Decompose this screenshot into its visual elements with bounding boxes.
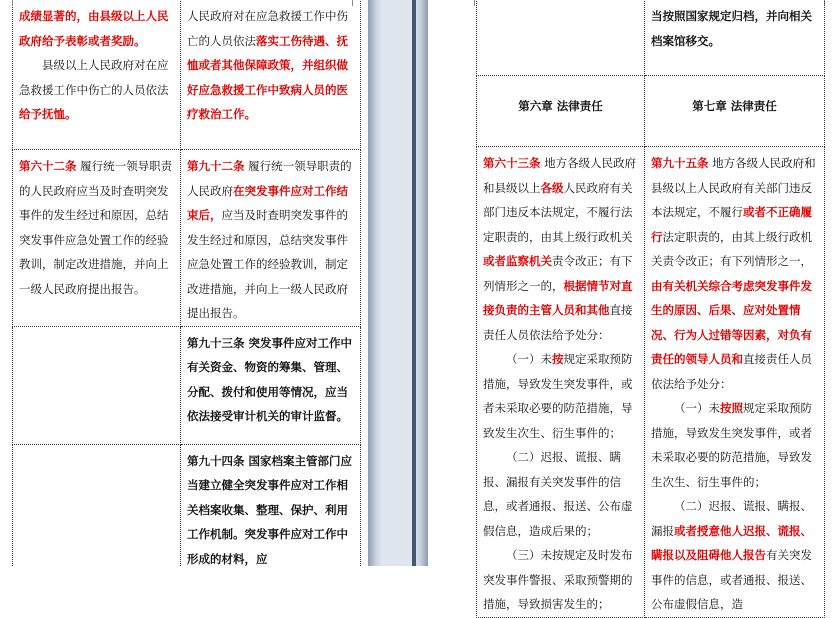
table-cell: 第九十四条 国家档案主管部门应当建立健全突发事件应对工作相关档案收集、整理、保护、利用工作机制。突发事件应对工作中形成的材料，应: [181, 444, 361, 566]
article-number: 第九十二条: [187, 159, 245, 173]
article-number: 第九十五条: [651, 156, 709, 170]
cell-text: 责令改正；有下列情形之一的，: [483, 254, 633, 293]
cell-text: 或者授意他人迟报、谎报、瞒报以及阻碍他人报告: [651, 523, 812, 562]
cell-text: 地方各级人民政府和县级以上人民政府有关部门违反本法规定，不履行: [651, 156, 816, 219]
cell-text: 履行统一领导职责的人民政府: [187, 159, 352, 198]
cell-text: 直接责任人员依法给予处分：: [483, 303, 633, 342]
cell-paragraph: [651, 494, 818, 617]
chapter-heading: 第七章 法律责任: [645, 76, 825, 147]
cell-text: 。: [65, 107, 77, 121]
cell-text: 按照: [720, 401, 743, 415]
cell-paragraph: （二）迟报、谎报、瞒报、漏报有关突发事件的信息，或者通报、报送、公布虚假信息，造成后果的；: [483, 450, 633, 538]
table-cell: 当按照国家规定归档，并向相关档案馆移交。: [645, 0, 825, 76]
cell-text: 履行统一领导职责的人民政府应当及时查明突发事件的发生经过和原因，总结突发事件应急处置工作的经验教训，制定改进措施，并向上一级人民政府提出报告。: [19, 159, 173, 296]
cell-text: 由有关机关综合考虑突发事件发生的原因、后果、应对处置情况、行为人过错等因素，对负有责任的领导人员和: [651, 278, 812, 366]
table-cell: [13, 444, 181, 566]
cell-paragraph: [19, 53, 174, 127]
cell-text: 人民政府对在应急救援工作中伤亡的人员依法: [187, 9, 348, 48]
table-cell: [477, 147, 645, 618]
page-corner-mark: [824, 0, 833, 6]
comparison-table-left: [12, 0, 361, 566]
cell-text: 有关突发事件的信息，或者通报、报送、公布虚假信息，造: [651, 548, 812, 611]
cell-text: 县级以上人民政府对在应急救援工作中伤亡的人员依法: [19, 58, 169, 97]
table-cell: [181, 150, 361, 327]
cell-text: 或者不正确履行: [651, 205, 812, 244]
document-page-left: [0, 0, 368, 566]
page-corner-mark: [466, 0, 475, 6]
cell-text: 人民政府有关部门违反本法规定，不履行法定职责的，由其上级行政机关: [483, 180, 633, 244]
article-number: 第六十二条: [19, 159, 77, 173]
cell-text: 规定采取预防措施，导致发生突发事件，或者未采取必要的防范措施，导致发生次生、衍生事件的；: [483, 352, 633, 440]
cell-text: 地方各级人民政府和县级以上: [483, 156, 637, 195]
cell-text: 直接责任人员依法给予处分：: [651, 352, 812, 391]
table-row: [477, 147, 825, 618]
cell-text: 各级: [540, 180, 564, 195]
cell-text: 根据情节对直接负责的主管人员和其他: [483, 278, 633, 317]
chapter-heading: 第六章 法律责任: [477, 76, 645, 147]
table-cell: [645, 147, 825, 618]
cell-text: （一）未: [506, 352, 552, 366]
cell-text: 在突发事件应对工作结束后，: [187, 183, 348, 222]
cell-text: 应当及时查明突发事件的发生经过和原因，总结突发事件应急处置工作的经验教训，制定改进措施，并向上一级人民政府提出报告。: [187, 208, 348, 320]
page-gutter: [368, 0, 428, 566]
table-cell: [13, 326, 181, 444]
table-row: [477, 0, 825, 76]
cell-paragraph: （三）未按规定及时发布突发事件警报、采取预警期的措施，导致损害发生的；: [483, 548, 633, 611]
cell-text: 规定采取预防措施，导致发生突发事件，或者未采取必要的防范措施，导致发生次生、衍生事件的；: [651, 401, 812, 489]
table-cell: [13, 0, 181, 150]
table-row: [477, 76, 825, 147]
cell-text: 按: [552, 352, 564, 366]
article-number: 第六十三条: [483, 156, 541, 170]
table-cell: [477, 0, 645, 76]
table-cell: [13, 150, 181, 327]
cell-text: 法定职责的，由其上级行政机关责令改正；有下列情形之一，: [651, 229, 812, 268]
table-row: [13, 150, 361, 327]
cell-text: （一）未: [674, 401, 720, 415]
table-row: [13, 326, 361, 444]
table-row: [13, 444, 361, 566]
cell-paragraph: [483, 347, 638, 445]
page-corner-mark: [4, 0, 13, 6]
cell-text: （二）迟报、谎报、瞒报、漏报: [651, 499, 812, 538]
cell-text: 或者监察机关: [483, 254, 552, 268]
cell-text: 落实工伤待遇、抚恤或者其他保障政策，并组织做好应急救援工作中致病人员的医疗救治工作。: [187, 33, 348, 121]
table-row: [13, 0, 361, 150]
page-corner-mark: [352, 0, 361, 6]
table-cell: 第九十三条 突发事件应对工作中有关资金、物资的筹集、管理、分配、拨付和使用等情况，应当依法接受审计机关的审计监督。: [181, 326, 361, 444]
cell-text: 给予抚恤: [19, 107, 65, 121]
comparison-table-right: [476, 0, 825, 618]
table-cell: [181, 0, 361, 150]
cell-text: 成绩显著的，由县级以上人民政府给予表彰或者奖励。: [19, 9, 169, 48]
cell-paragraph: [651, 396, 818, 494]
